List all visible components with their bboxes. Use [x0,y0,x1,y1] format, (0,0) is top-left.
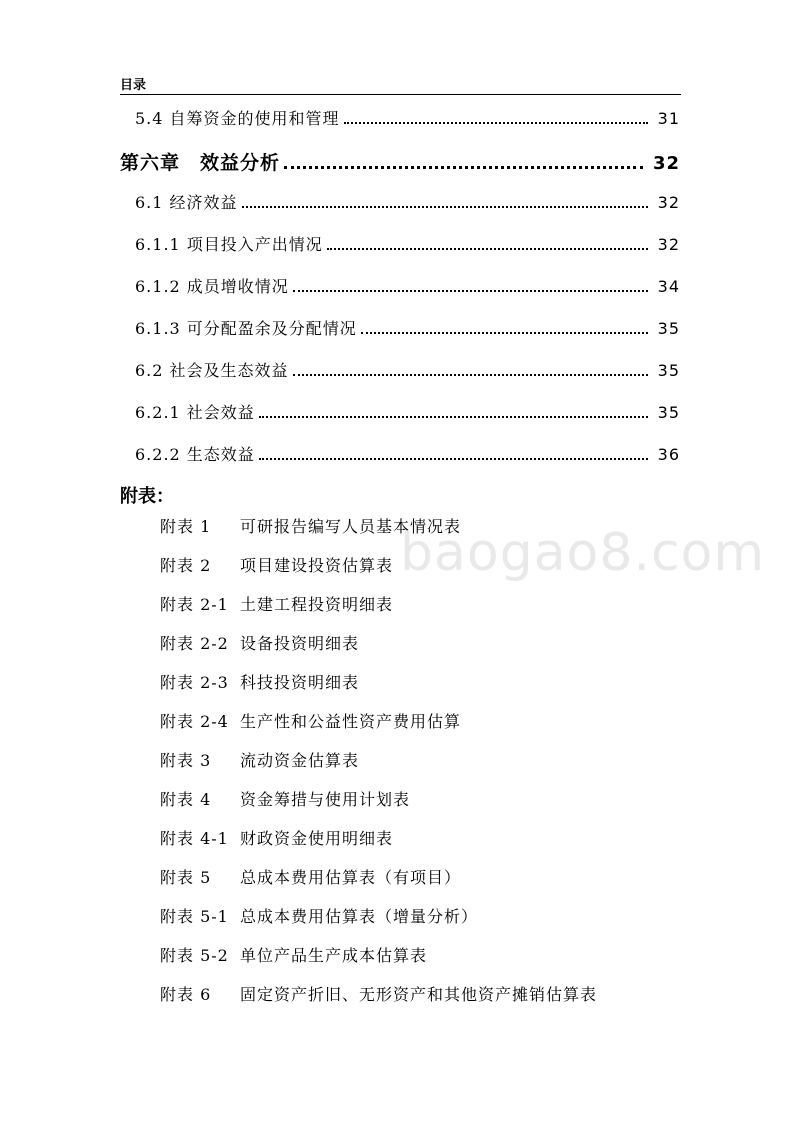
appendix-item-code: 附表 5-2 [160,946,229,965]
toc-page-number: 35 [657,361,680,380]
toc-dot-leader [327,247,648,250]
toc-page-number: 32 [657,193,680,212]
toc-chapter-entry[interactable] [120,148,680,174]
appendix-item-code: 附表 2-1 [160,595,229,614]
toc-entry-title: 6.1 经济效益 [135,193,238,212]
toc-section-entry[interactable] [135,400,680,426]
toc-entry-title: 第六章 效益分析 [120,152,281,174]
toc-page-number: 35 [657,319,680,338]
toc-dot-leader [344,121,648,124]
appendix-item-title: 资金筹措与使用计划表 [240,790,411,809]
appendix-item-code: 附表 5 [160,868,212,887]
toc-entry-title: 6.1.1 项目投入产出情况 [135,235,323,254]
appendix-item-title: 单位产品生产成本估算表 [240,946,428,965]
toc-section-entry[interactable] [135,358,680,384]
toc-entry-title: 6.2.1 社会效益 [135,403,255,422]
appendix-item-code: 附表 2 [160,556,212,575]
appendix-item-code: 附表 4-1 [160,829,229,848]
appendix-item-title: 总成本费用估算表（增量分析） [240,907,479,926]
appendix-item-code: 附表 4 [160,790,212,809]
appendix-item-code: 附表 3 [160,751,212,770]
appendix-item-title: 项目建设投资估算表 [240,556,394,575]
appendix-item-title: 土建工程投资明细表 [240,595,394,614]
toc-dot-leader [284,165,643,169]
toc-page-number: 36 [657,445,680,464]
toc-entry-title: 5.4 自筹资金的使用和管理 [135,109,340,128]
appendix-item [160,943,427,967]
appendix-item [160,865,461,889]
toc-dot-leader [361,331,648,334]
appendix-item-code: 附表 1 [160,517,212,536]
toc-section-entry[interactable] [135,232,680,258]
toc-dot-leader [242,205,648,208]
toc-dot-leader [259,457,648,460]
appendix-item [160,982,597,1006]
toc-entry-title: 6.1.3 可分配盈余及分配情况 [135,319,357,338]
toc-section-entry[interactable] [135,442,680,468]
appendix-item [160,592,393,616]
toc-section-entry[interactable] [135,106,680,132]
toc-section-entry[interactable] [135,190,680,216]
appendix-item [160,514,461,538]
toc-entry-title: 6.2.2 生态效益 [135,445,255,464]
toc-page-number: 32 [657,235,680,254]
toc-section-entry[interactable] [135,274,680,300]
appendix-item [160,553,393,577]
toc-page-number: 34 [657,277,680,296]
header-label: 目录 [120,78,147,93]
appendix-item-title: 固定资产折旧、无形资产和其他资产摊销估算表 [240,985,598,1004]
toc-page-number: 35 [657,403,680,422]
appendix-item [160,709,461,733]
toc-dot-leader [293,289,648,292]
appendix-item-code: 附表 5-1 [160,907,229,926]
appendix-item [160,748,359,772]
watermark: baogao8.com [400,523,766,583]
appendix-item-title: 流动资金估算表 [240,751,360,770]
appendix-item-title: 总成本费用估算表（有项目） [240,868,462,887]
appendix-item-title: 设备投资明细表 [240,634,360,653]
toc-section-entry[interactable] [135,316,680,342]
appendix-heading: 附表： [120,486,174,507]
appendix-item [160,904,478,928]
toc-page-number: 31 [657,109,680,128]
toc-entry-title: 6.2 社会及生态效益 [135,361,289,380]
toc-dot-leader [293,373,648,376]
appendix-item [160,787,410,811]
appendix-item-title: 可研报告编写人员基本情况表 [240,517,462,536]
appendix-item-code: 附表 6 [160,985,212,1004]
appendix-item [160,631,359,655]
appendix-item-title: 生产性和公益性资产费用估算 [240,712,462,731]
appendix-item-title: 财政资金使用明细表 [240,829,394,848]
appendix-item-code: 附表 2-4 [160,712,229,731]
toc-dot-leader [259,415,648,418]
appendix-item-title: 科技投资明细表 [240,673,360,692]
appendix-item [160,670,359,694]
toc-page-number: 32 [652,153,680,174]
page-header [120,72,681,95]
appendix-item-code: 附表 2-2 [160,634,229,653]
toc-entry-title: 6.1.2 成员增收情况 [135,277,289,296]
appendix-item-code: 附表 2-3 [160,673,229,692]
appendix-item [160,826,393,850]
